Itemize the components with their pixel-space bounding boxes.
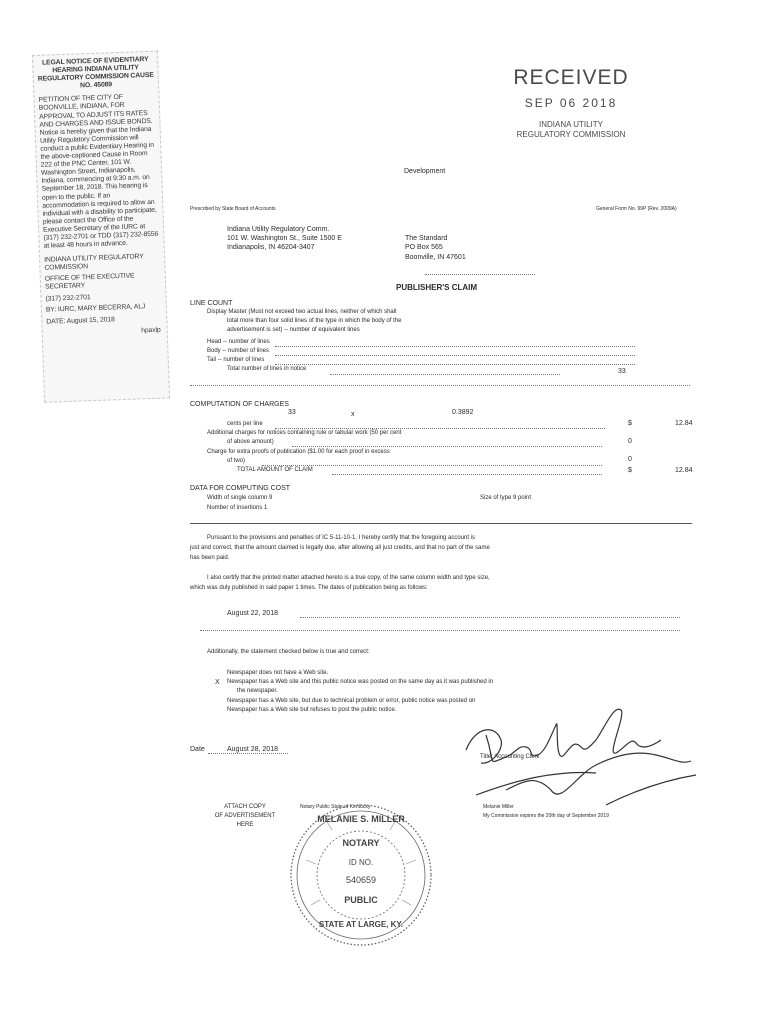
to-city: Indianapolis, IN 46204-3407 bbox=[227, 244, 315, 251]
received-date: SEP 06 2018 bbox=[524, 96, 618, 110]
total-claim-value: 12.84 bbox=[675, 467, 693, 474]
seal-public-text: PUBLIC bbox=[344, 895, 378, 905]
additional-value: 0 bbox=[628, 438, 632, 445]
column-width: Width of single column 9 bbox=[207, 495, 273, 501]
additional-charges-1: Additional charges for notices containing rule or tabular work (50 per cent bbox=[207, 430, 402, 436]
legal-notice-clipping bbox=[32, 51, 170, 403]
dotted-line bbox=[330, 374, 560, 375]
notice-phone: (317) 232-2701 bbox=[45, 293, 91, 303]
dotted-line bbox=[262, 465, 602, 466]
cents-currency: $ bbox=[628, 420, 632, 427]
cert-para-2b: which was duly published in said paper 1 times. The dates of publication being as follows: bbox=[190, 585, 428, 591]
to-name: Indiana Utility Regulatory Comm. bbox=[227, 226, 330, 233]
dotted-line bbox=[275, 346, 635, 347]
body-lines-label: Body -- number of lines bbox=[207, 348, 270, 354]
notice-office: OFFICE OF THE EXECUTIVE SECRETARY bbox=[44, 272, 135, 292]
notice-commission: INDIANA UTILITY REGULATORY COMMISSION bbox=[44, 253, 144, 272]
attach-copy-3: HERE bbox=[236, 822, 254, 828]
received-title: RECEIVED bbox=[513, 66, 629, 89]
charges-rate: 0.3892 bbox=[452, 409, 474, 416]
option-technical-problem: Newspaper has a Web site, but due to technical problem or error, public notice was posted on bbox=[227, 698, 476, 704]
notice-body: PETITION OF THE CITY OF BOONVILLE, INDIANA, FOR APPROVAL TO ADJUST ITS RATES AND CHARGES AND ISSUE BONDS. Notice is hereby given that the Indiana Utility Regulatory Commission will conduct a public Evidentiary Hearing in the above-captioned Cause in Room 222 of the PNC Center, 101 W. Washington Street, Indianapolis, Indiana, commencing at 9:30 a.m. on September 18, 2018. This hearing is open to the public. If an accommodation is required to allow an individual with a disability to participate, please contact the Office of the Executive Secretary of the IURC at (317) 232-2701 or TDD (317) 232-8556 at least 48 hours in advance. bbox=[38, 94, 159, 250]
cert-para-1c: has been paid. bbox=[190, 555, 230, 561]
total-claim-currency: $ bbox=[628, 467, 632, 474]
date-label: Date bbox=[190, 746, 205, 753]
publication-date: August 22, 2018 bbox=[227, 610, 278, 617]
from-name: The Standard bbox=[405, 235, 448, 242]
dotted-line bbox=[300, 617, 680, 618]
received-stamp bbox=[486, 66, 656, 140]
section-divider bbox=[190, 523, 692, 524]
cents-value: 12.84 bbox=[675, 420, 693, 427]
option-no-website: Newspaper does not have a Web site. bbox=[227, 670, 329, 676]
head-lines-label: Head -- number of lines bbox=[207, 339, 270, 345]
display-master-2: total more than four solid lines of the type in which the body of the bbox=[227, 318, 402, 324]
insertions: Number of insertions 1 bbox=[207, 505, 268, 511]
extra-proofs-2: of two) bbox=[227, 458, 246, 464]
option-website-posted-a: Newspaper has a Web site and this public notice was posted on the same day as it was published in bbox=[227, 679, 494, 685]
notary-seal bbox=[286, 800, 436, 950]
tail-lines-label: Tail -- number of lines bbox=[207, 357, 265, 363]
cert-para-2a: I also certify that the printed matter attached hereto is a true copy, of the same column width and type size, bbox=[207, 575, 490, 581]
total-lines-label: Total number of lines in notice bbox=[227, 366, 307, 372]
notice-footer: hpaxlp bbox=[141, 326, 161, 335]
seal-bottom-text: STATE AT LARGE, KY. bbox=[318, 920, 404, 929]
attach-copy-1: ATTACH COPY bbox=[224, 804, 266, 810]
notary-state: Notary Public State of Kentucky bbox=[300, 804, 371, 810]
extra-proofs-1: Charge for extra proofs of publication ($1.00 for each proof in excess bbox=[207, 449, 390, 455]
cert-para-1b: just and correct, that the amount claimed is legally due, after allowing all just credits, and that no part of the same bbox=[190, 545, 490, 551]
attach-copy-2: OF ADVERTISEMENT bbox=[214, 813, 276, 819]
form-title: PUBLISHER'S CLAIM bbox=[396, 283, 478, 292]
display-master-3: advertisement is set) -- number of equivalent lines bbox=[227, 327, 360, 333]
seal-id-label: ID NO. bbox=[348, 858, 374, 867]
notice-date: DATE: August 15, 2018 bbox=[46, 315, 115, 326]
charges-times: x bbox=[351, 411, 355, 418]
notary-name: Melanie Miller bbox=[483, 804, 514, 810]
option-checked-mark: X bbox=[215, 679, 220, 686]
dotted-line bbox=[275, 428, 605, 429]
dotted-divider bbox=[190, 385, 690, 386]
date-value: August 28, 2018 bbox=[227, 746, 278, 753]
total-lines-value: 33 bbox=[618, 368, 626, 375]
form-number: General Form No. 99P (Rev. 2009A) bbox=[596, 206, 677, 212]
to-address: 101 W. Washington St., Suite 1500 E bbox=[227, 235, 342, 242]
dotted-line bbox=[292, 446, 602, 447]
additional-charges-2: of above amount) bbox=[227, 439, 274, 445]
seal-top-text: MELANIE S. MILLER bbox=[317, 814, 405, 824]
dotted-line bbox=[332, 474, 602, 475]
seal-notary-text: NOTARY bbox=[342, 838, 380, 848]
dotted-line bbox=[200, 630, 680, 631]
option-refuses: Newspaper has a Web site but refuses to post the public notice. bbox=[227, 707, 397, 713]
type-size: Size of type 9 point bbox=[480, 495, 532, 501]
commission-expiry: My Commission expires the 20th day of September 2019 bbox=[483, 813, 609, 819]
department-label: Development bbox=[404, 168, 446, 175]
from-city: Boonville, IN 47601 bbox=[405, 254, 466, 261]
display-master-1: Display Master (Must not exceed two actual lines, neither of which shall bbox=[207, 309, 397, 315]
received-agency-2: REGULATORY COMMISSION bbox=[516, 130, 626, 139]
computing-heading: DATA FOR COMPUTING COST bbox=[190, 485, 291, 492]
cents-per-line-label: cents per line bbox=[227, 421, 263, 427]
dotted-line bbox=[275, 364, 635, 365]
option-website-posted-b: the newspaper. bbox=[237, 688, 278, 694]
charges-lines: 33 bbox=[288, 409, 296, 416]
signer-title: Title: Accounting Clerk bbox=[480, 754, 540, 760]
line-count-heading: LINE COUNT bbox=[190, 300, 233, 307]
cert-para-1a: Pursuant to the provisions and penalties of IC 5-11-10-1, I hereby certify that the foregoing account is bbox=[207, 535, 476, 541]
received-agency-1: INDIANA UTILITY bbox=[538, 120, 603, 129]
seal-id-number: 540659 bbox=[345, 875, 377, 885]
extra-proofs-value: 0 bbox=[628, 456, 632, 463]
clerk-signature-icon bbox=[456, 695, 736, 820]
from-box: PO Box 565 bbox=[405, 244, 443, 251]
prescribed-by: Prescribed by State Board of Accounts bbox=[190, 206, 276, 212]
dotted-line bbox=[425, 274, 535, 275]
total-claim-label: TOTAL AMOUNT OF CLAIM bbox=[237, 467, 313, 473]
dotted-line bbox=[208, 753, 288, 754]
notice-title: LEGAL NOTICE OF EVIDENTIARY HEARING INDIANA UTILITY REGULATORY COMMISSION CAUSE NO. 45089 bbox=[37, 55, 154, 90]
dotted-line bbox=[275, 355, 635, 356]
additionally-statement: Additionally, the statement checked below is true and correct: bbox=[207, 649, 370, 655]
notice-signer: BY: IURC, MARY BECERRA, ALJ bbox=[45, 302, 146, 314]
charges-heading: COMPUTATION OF CHARGES bbox=[190, 401, 289, 408]
